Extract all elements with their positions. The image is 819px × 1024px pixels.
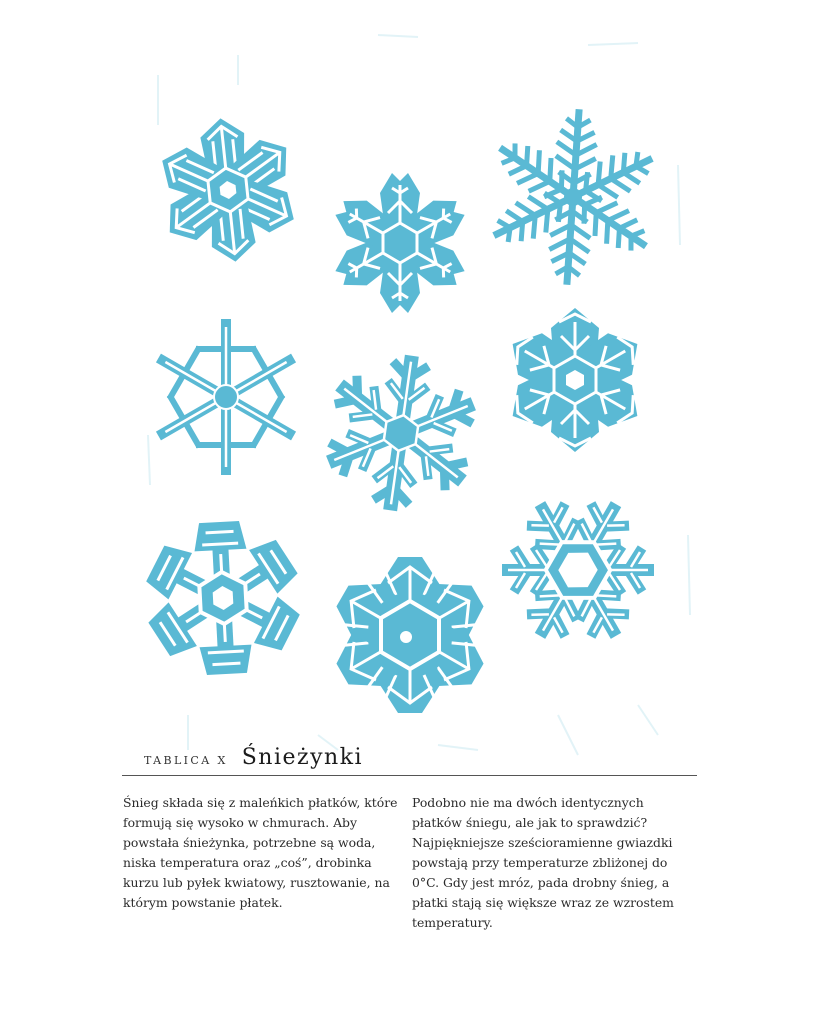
paragraph-right: Podobno nie ma dwóch identycznych płatków śniegu, ale jak to sprawdzić? Najpiękniejsze sześcioramienne gwiazdki powstają przy temperaturze zbliżonej do 0°C. Gdy jest mróz, pada drobny śnieg, a płatki stają się większe wraz ze wzrostem temperatury. (412, 795, 674, 930)
snowflake-icon-lattice (473, 465, 684, 674)
snowflake-icon-star (329, 173, 470, 313)
snowflake-icon-hex-center (327, 557, 492, 713)
text-column-left (123, 793, 401, 913)
snowflake-icon-hexagon (501, 308, 650, 452)
plate-caption (144, 745, 363, 775)
caption-divider (122, 775, 697, 776)
text-column-right (412, 793, 690, 933)
snowflake-icon-broad-branch (140, 518, 305, 678)
plate-label: TABLICA X (144, 754, 228, 767)
snowflake-icon-sector (143, 319, 308, 475)
plate-title: Śnieżynki (241, 745, 364, 770)
snowflake-icon-dendrite (313, 345, 488, 521)
snowflake-icon-plate (148, 111, 309, 270)
snowflake-icon-fern (481, 103, 665, 291)
paragraph-left: Śnieg składa się z maleńkich płatków, które formują się wysoko w chmurach. Aby powstała śnieżynka, potrzebne są woda, niska temperatura oraz „coś”, drobinka kurzu lub pyłek kwiatowy, rusztowanie, na którym powstanie płatek. (123, 795, 398, 910)
snowflake-plate-illustration (118, 15, 708, 765)
